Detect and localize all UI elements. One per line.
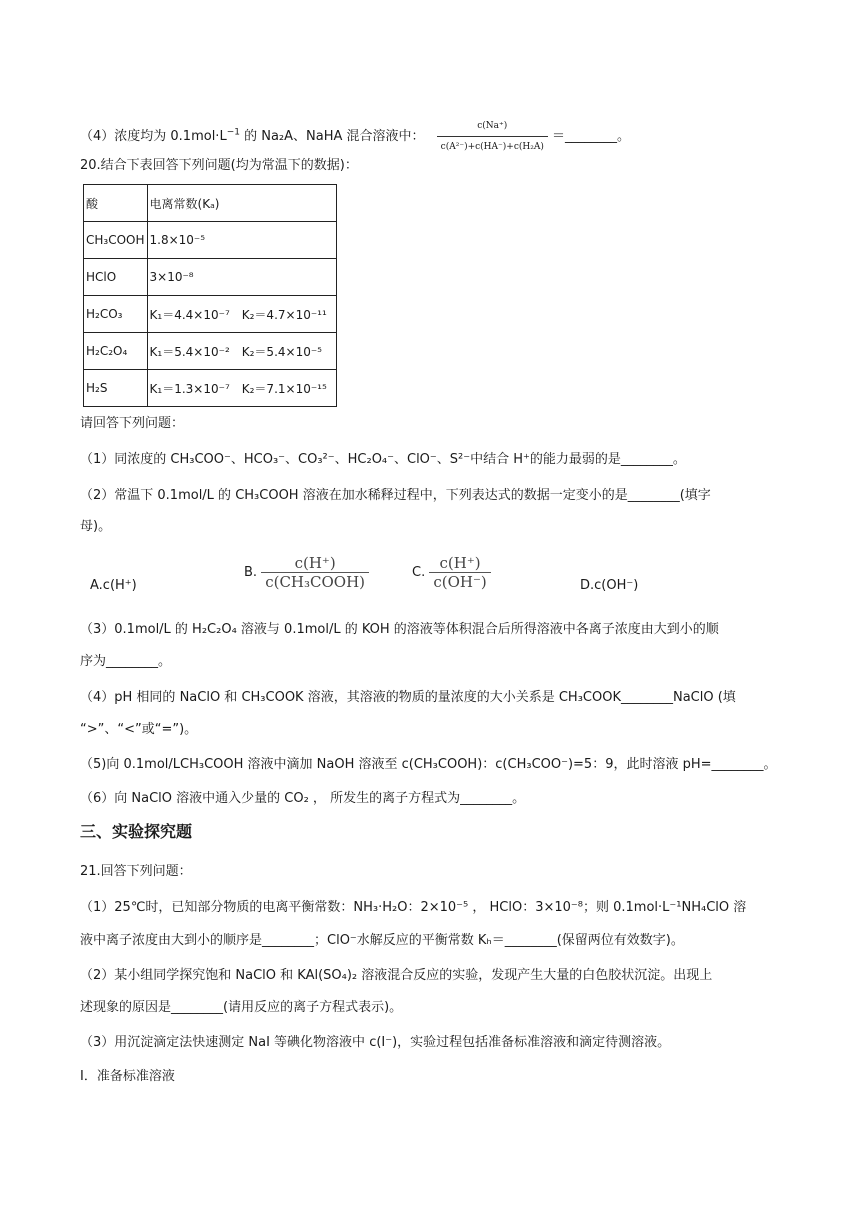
table-row bbox=[84, 296, 337, 333]
q19-frac-denominator: c(A²⁻)+c(HA⁻)+c(H₂A) bbox=[440, 142, 544, 152]
table-cell: 3×10⁻⁸ bbox=[147, 259, 336, 296]
q20-intro: 20.结合下表回答下列问题(均为常温下的数据)： bbox=[80, 158, 358, 173]
q20-part4-line2: “>”、“<”或“=”)。 bbox=[80, 722, 198, 737]
section-title: 三、实验探究题 bbox=[80, 822, 193, 841]
option-c-numerator: c(H⁺) bbox=[429, 554, 490, 573]
q20-part2-line2: 母)。 bbox=[80, 519, 112, 534]
q20-part4-line1: （4）pH 相同的 NaClO 和 CH₃COOK 溶液，其溶液的物质的量浓度的大小关系是 CH₃COOK________NaClO (填 bbox=[80, 690, 736, 705]
q19-frac-numerator: c(Na⁺) bbox=[437, 116, 548, 137]
option-c bbox=[412, 554, 491, 591]
q19-fraction bbox=[437, 116, 548, 157]
option-a: A.c(H⁺) bbox=[90, 578, 137, 593]
option-b-fraction bbox=[261, 554, 369, 591]
table-cell: 1.8×10⁻⁵ bbox=[147, 222, 336, 259]
table-cell: CH₃COOH bbox=[84, 222, 148, 259]
q21-part2-line2: 述现象的原因是________(请用反应的离子方程式表示)。 bbox=[80, 1000, 403, 1015]
q20-part2-line1: （2）常温下 0.1mol/L 的 CH₃COOH 溶液在加水稀释过程中，下列表达式的数据一定变小的是________(填字 bbox=[80, 488, 711, 503]
q20-part3-line1: （3）0.1mol/L 的 H₂C₂O₄ 溶液与 0.1mol/L 的 KOH 的溶液等体积混合后所得溶液中各离子浓度由大到小的顺 bbox=[80, 622, 719, 637]
table-cell: K₁＝5.4×10⁻² K₂＝5.4×10⁻⁵ bbox=[147, 333, 336, 370]
table-header-acid: 酸 bbox=[84, 185, 148, 222]
q21-intro: 21.回答下列问题： bbox=[80, 864, 192, 879]
table-cell: H₂S bbox=[84, 370, 148, 407]
q19-part4: （4）浓度均为 $0.1mol\cdot L^{-1}$ 的 Na₂A、NaHA 混合溶液中： $\frac{c(Na^+)}{\text{c(A²⁻)+c(HA⁻)+c(H₂A)}}$ ＝________。 bbox=[80, 116, 630, 157]
q20-part6: （6）向 NaClO 溶液中通入少量的 CO₂ ， 所发生的离子方程式为________。 bbox=[80, 791, 526, 806]
q21-step1: Ⅰ．准备标准溶液 bbox=[80, 1069, 175, 1084]
q20-part3-line2: 序为________。 bbox=[80, 654, 172, 669]
table-row bbox=[84, 333, 337, 370]
option-b-numerator: c(H⁺) bbox=[261, 554, 369, 573]
table-cell: H₂CO₃ bbox=[84, 296, 148, 333]
q21-part1-line1: （1）25℃时，已知部分物质的电离平衡常数：NH₃·H₂O：2×10⁻⁵ ， HClO：3×10⁻⁸；则 0.1mol·L⁻¹NH₄ClO 溶 bbox=[80, 900, 747, 915]
option-c-denominator: c(OH⁻) bbox=[433, 573, 487, 591]
q20-part1: （1）同浓度的 CH₃COO⁻、HCO₃⁻、CO₃²⁻、HC₂O₄⁻、ClO⁻、S²⁻中结合 H⁺的能力最弱的是________。 bbox=[80, 452, 686, 467]
q21-part1-line2: 液中离子浓度由大到小的顺序是________；ClO⁻水解反应的平衡常数 Kₕ＝________(保留两位有效数字)。 bbox=[80, 933, 684, 948]
table-cell: K₁＝4.4×10⁻⁷ K₂＝4.7×10⁻¹¹ bbox=[147, 296, 336, 333]
table-cell: HClO bbox=[84, 259, 148, 296]
q19-p4-mid: 的 Na₂A、NaHA 混合溶液中： bbox=[244, 129, 425, 144]
option-d: D.c(OH⁻) bbox=[580, 578, 639, 593]
table-row bbox=[84, 259, 337, 296]
q21-part3: （3）用沉淀滴定法快速测定 NaI 等碘化物溶液中 c(I⁻)，实验过程包括准备标准溶液和滴定待测溶液。 bbox=[80, 1035, 671, 1050]
option-c-fraction bbox=[429, 554, 490, 591]
q20-part5: （5)向 0.1mol/LCH₃COOH 溶液中滴加 NaOH 溶液至 c(CH₃COOH)：c(CH₃COO⁻)=5：9，此时溶液 pH=________。 bbox=[80, 757, 777, 772]
q19-p4-suffix: ＝________。 bbox=[552, 129, 631, 144]
option-b-label: B. bbox=[244, 565, 258, 580]
option-b bbox=[244, 554, 369, 591]
q19-p4-prefix: （4）浓度均为 0.1mol·L bbox=[80, 129, 227, 144]
table-header-ka: 电离常数(Kₐ) bbox=[147, 185, 336, 222]
table-cell: K₁＝1.3×10⁻⁷ K₂＝7.1×10⁻¹⁵ bbox=[147, 370, 336, 407]
table-cell: H₂C₂O₄ bbox=[84, 333, 148, 370]
table-row bbox=[84, 222, 337, 259]
ka-table bbox=[83, 184, 337, 407]
option-c-label: C. bbox=[412, 565, 426, 580]
q20-please: 请回答下列问题： bbox=[80, 416, 185, 431]
table-row bbox=[84, 185, 337, 222]
table-row bbox=[84, 370, 337, 407]
q21-part2-line1: （2）某小组同学探究饱和 NaClO 和 KAl(SO₄)₂ 溶液混合反应的实验，发现产生大量的白色胶状沉淀。出现上 bbox=[80, 968, 713, 983]
option-b-denominator: c(CH₃COOH) bbox=[265, 573, 366, 591]
